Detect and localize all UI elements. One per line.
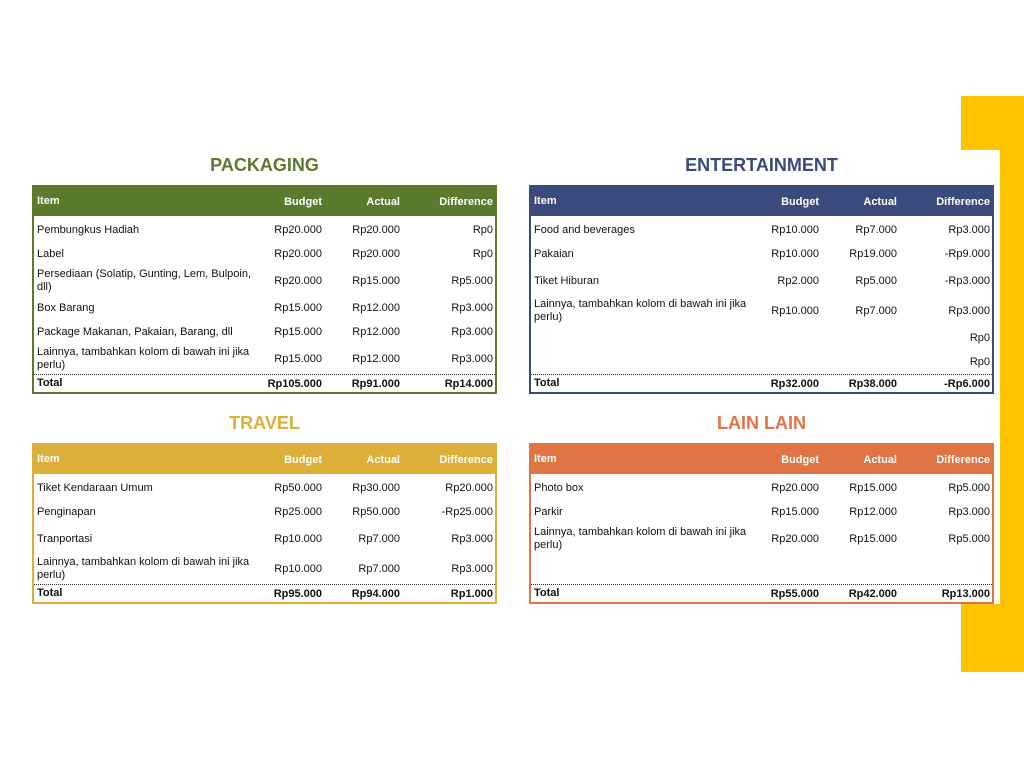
total-label: Total	[534, 377, 560, 389]
row-item: Lainnya, tambahkan kolom di bawah ini jika perlu)	[37, 346, 250, 371]
row-budget: Rp20.000	[274, 248, 322, 260]
table-row	[531, 326, 992, 350]
row-actual: Rp20.000	[352, 248, 400, 260]
table-row	[531, 296, 992, 326]
total-actual: Rp38.000	[848, 377, 897, 390]
row-actual: Rp7.000	[358, 563, 400, 575]
total-actual: Rp94.000	[351, 587, 400, 600]
column-header-actual: Actual	[366, 453, 400, 466]
row-budget: Rp10.000	[274, 533, 322, 545]
row-item: Pembungkus Hadiah	[37, 223, 140, 236]
total-budget: Rp55.000	[770, 587, 819, 600]
packaging-table	[32, 185, 497, 394]
table-row	[531, 266, 992, 296]
table-body	[34, 474, 495, 584]
total-row	[34, 374, 495, 392]
row-item: Lainnya, tambahkan kolom di bawah ini jika perlu)	[534, 298, 747, 323]
table-row	[531, 500, 992, 524]
entertainment-table	[529, 185, 994, 394]
total-difference: -Rp6.000	[944, 377, 990, 390]
row-actual: Rp12.000	[352, 326, 400, 338]
row-difference: Rp3.000	[451, 563, 493, 575]
table-row	[34, 476, 495, 500]
table-row	[531, 242, 992, 266]
column-header-difference: Difference	[936, 195, 990, 208]
total-row	[531, 584, 992, 602]
row-actual: Rp30.000	[352, 482, 400, 494]
column-header-budget: Budget	[284, 195, 322, 208]
row-difference: Rp3.000	[451, 302, 493, 314]
total-label: Total	[534, 587, 560, 599]
column-header-actual: Actual	[863, 195, 897, 208]
row-actual: Rp15.000	[849, 482, 897, 494]
total-label: Total	[37, 587, 63, 599]
table-body	[34, 216, 495, 374]
table-row	[34, 266, 495, 296]
table-row	[34, 218, 495, 242]
row-item: Parkir	[534, 505, 563, 518]
total-actual: Rp91.000	[351, 377, 400, 390]
row-budget: Rp20.000	[771, 482, 819, 494]
column-header-difference: Difference	[439, 195, 493, 208]
row-item: Tiket Hiburan	[534, 274, 600, 287]
table-row	[34, 524, 495, 554]
row-difference: Rp20.000	[445, 482, 493, 494]
row-difference: Rp3.000	[948, 224, 990, 236]
table-header	[34, 445, 495, 474]
table-body	[531, 474, 992, 584]
row-actual: Rp15.000	[352, 275, 400, 287]
row-actual: Rp7.000	[358, 533, 400, 545]
row-item: Pakaian	[534, 247, 574, 260]
section-title: TRAVEL	[229, 413, 300, 433]
row-item: Box Barang	[37, 301, 95, 314]
total-budget: Rp105.000	[267, 377, 322, 390]
table-row	[34, 344, 495, 374]
row-difference: Rp3.000	[451, 326, 493, 338]
row-budget: Rp15.000	[771, 506, 819, 518]
row-actual: Rp7.000	[855, 224, 897, 236]
column-header-item: Item	[37, 195, 60, 207]
row-actual: Rp19.000	[849, 248, 897, 260]
column-header-actual: Actual	[366, 195, 400, 208]
total-difference: Rp14.000	[444, 377, 493, 390]
table-row	[34, 242, 495, 266]
row-item: Food and beverages	[534, 223, 635, 236]
row-item: Tranportasi	[37, 532, 93, 545]
row-budget: Rp20.000	[274, 275, 322, 287]
row-budget: Rp50.000	[274, 482, 322, 494]
row-item: Photo box	[534, 481, 584, 494]
total-difference: Rp13.000	[941, 587, 990, 600]
total-row	[34, 584, 495, 602]
section-title: PACKAGING	[210, 155, 319, 175]
column-header-budget: Budget	[781, 195, 819, 208]
row-actual: Rp12.000	[352, 353, 400, 365]
table-row	[531, 476, 992, 500]
row-actual: Rp15.000	[849, 533, 897, 545]
row-actual: Rp12.000	[352, 302, 400, 314]
row-difference: Rp3.000	[948, 506, 990, 518]
table-row	[531, 554, 992, 584]
row-budget: Rp15.000	[274, 302, 322, 314]
lain-lain-table	[529, 443, 994, 604]
total-row	[531, 374, 992, 392]
column-header-budget: Budget	[781, 453, 819, 466]
lain-lain-section	[529, 411, 994, 604]
travel-table	[32, 443, 497, 604]
row-difference: Rp5.000	[451, 275, 493, 287]
row-difference: Rp5.000	[948, 533, 990, 545]
table-row	[34, 320, 495, 344]
row-difference: -Rp9.000	[944, 248, 990, 260]
column-header-item: Item	[534, 195, 557, 207]
row-actual: Rp50.000	[352, 506, 400, 518]
total-actual: Rp42.000	[848, 587, 897, 600]
row-item: Lainnya, tambahkan kolom di bawah ini jika perlu)	[534, 526, 747, 551]
row-item: Package Makanan, Pakaian, Barang, dll	[37, 325, 233, 338]
row-budget: Rp20.000	[771, 533, 819, 545]
column-header-budget: Budget	[284, 453, 322, 466]
row-difference: Rp5.000	[948, 482, 990, 494]
row-difference: -Rp25.000	[441, 506, 493, 518]
table-row	[34, 296, 495, 320]
total-label: Total	[37, 377, 63, 389]
row-item: Lainnya, tambahkan kolom di bawah ini jika perlu)	[37, 556, 250, 581]
row-difference: Rp0	[969, 356, 990, 368]
row-item: Persediaan (Solatip, Gunting, Lem, Bulpoin, dll)	[37, 268, 252, 293]
column-header-item: Item	[534, 453, 557, 465]
row-actual: Rp7.000	[855, 305, 897, 317]
table-row	[34, 500, 495, 524]
row-item: Penginapan	[37, 505, 96, 518]
table-header	[531, 187, 992, 216]
table-row	[34, 554, 495, 584]
row-difference: Rp0	[472, 248, 493, 260]
section-title: ENTERTAINMENT	[685, 155, 838, 175]
total-budget: Rp95.000	[273, 587, 322, 600]
total-budget: Rp32.000	[770, 377, 819, 390]
row-budget: Rp20.000	[274, 224, 322, 236]
column-header-item: Item	[37, 453, 60, 465]
column-header-actual: Actual	[863, 453, 897, 466]
table-header	[531, 445, 992, 474]
column-header-difference: Difference	[936, 453, 990, 466]
row-budget: Rp2.000	[777, 275, 819, 287]
row-budget: Rp10.000	[274, 563, 322, 575]
table-row	[531, 524, 992, 554]
row-budget: Rp10.000	[771, 248, 819, 260]
total-difference: Rp1.000	[450, 587, 493, 600]
row-item: Label	[37, 247, 64, 260]
packaging-section	[32, 153, 497, 394]
row-item: Tiket Kendaraan Umum	[37, 481, 153, 494]
table-row	[531, 218, 992, 242]
row-difference: Rp0	[969, 332, 990, 344]
table-header	[34, 187, 495, 216]
table-body	[531, 216, 992, 374]
row-actual: Rp20.000	[352, 224, 400, 236]
row-difference: Rp3.000	[948, 305, 990, 317]
entertainment-section	[529, 153, 994, 394]
row-budget: Rp10.000	[771, 305, 819, 317]
row-budget: Rp25.000	[274, 506, 322, 518]
row-difference: Rp0	[472, 224, 493, 236]
travel-section	[32, 411, 497, 604]
row-budget: Rp15.000	[274, 326, 322, 338]
row-difference: -Rp3.000	[944, 275, 990, 287]
row-difference: Rp3.000	[451, 353, 493, 365]
row-actual: Rp12.000	[849, 506, 897, 518]
section-title: LAIN LAIN	[717, 413, 806, 433]
row-actual: Rp5.000	[855, 275, 897, 287]
column-header-difference: Difference	[439, 453, 493, 466]
row-budget: Rp15.000	[274, 353, 322, 365]
table-row	[531, 350, 992, 374]
row-budget: Rp10.000	[771, 224, 819, 236]
row-difference: Rp3.000	[451, 533, 493, 545]
